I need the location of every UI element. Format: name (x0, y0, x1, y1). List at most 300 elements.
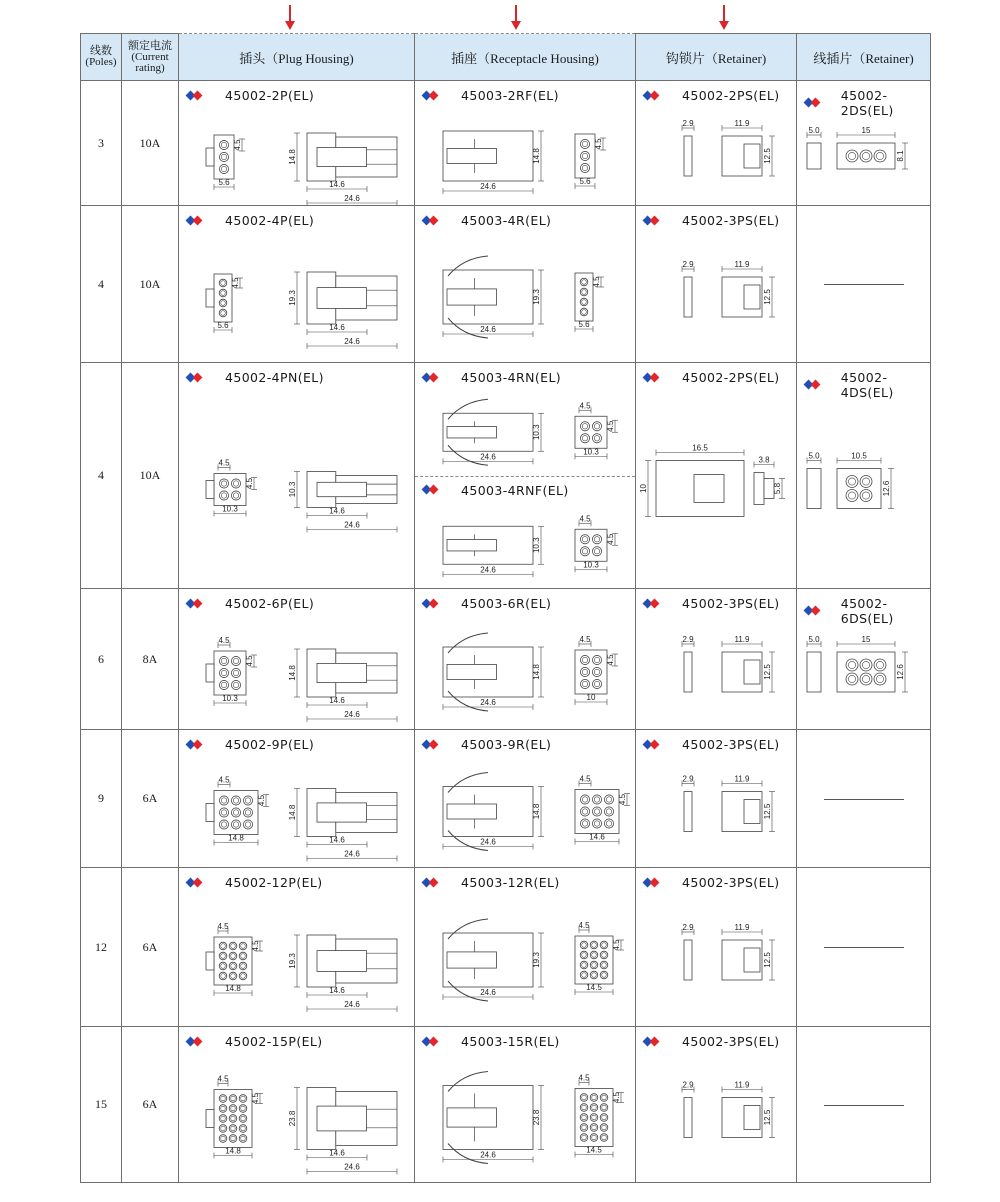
pin-hole (846, 476, 858, 488)
receptacle-slot (447, 149, 497, 164)
connector-catalog-table (80, 33, 931, 1183)
pin-hole (874, 673, 886, 685)
dimension-label: 4.5 (579, 401, 591, 411)
pin-hole (604, 819, 613, 828)
pin-hole (239, 952, 247, 960)
rating-cell: 6A (122, 730, 179, 868)
dimension-label: 14.6 (329, 696, 345, 705)
receptacle-cell (415, 1027, 636, 1183)
part-number-text: 45002-4PN(EL) (225, 370, 324, 385)
side-view-slot (317, 147, 367, 166)
pin-hole (229, 942, 237, 950)
dimension-label: 10.5 (851, 451, 867, 461)
pin-hole (219, 289, 227, 297)
drawing-svg (179, 81, 415, 205)
cell-content (797, 589, 930, 729)
dimension-label: 4.5 (257, 794, 266, 807)
pin-hole (580, 941, 588, 949)
pin-hole (580, 819, 589, 828)
dimension-label: 4.5 (612, 939, 621, 951)
part-number-text: 45002-15P(EL) (225, 1034, 323, 1049)
dimension-label: 5.6 (218, 178, 230, 187)
pin-hole (592, 679, 601, 688)
pin-hole (600, 1124, 608, 1132)
retainer-tab (744, 660, 760, 684)
poles-cell: 6 (81, 589, 122, 730)
side-view-slot (317, 482, 367, 496)
cell-content (797, 206, 930, 362)
dimension-label: 24.6 (480, 452, 496, 462)
retainer-side (684, 792, 692, 832)
dimension-label: 23.8 (532, 1109, 541, 1126)
dimension-label: 14.6 (329, 180, 345, 189)
dimension-label: 10.3 (583, 447, 599, 457)
header-retainer-line: 线插片（Retainer) (797, 34, 931, 81)
pin-hole (590, 941, 598, 949)
pin-hole (219, 972, 227, 980)
line-retainer-side (807, 143, 821, 169)
poles-cell: 4 (81, 363, 122, 589)
side-view-slot (317, 288, 367, 309)
dimension-label: 11.9 (734, 260, 750, 269)
dimension-label: 15 (861, 126, 871, 135)
pin-hole (219, 962, 227, 970)
pin-hole (580, 961, 588, 969)
dimension-label: 4.5 (233, 139, 242, 151)
pin-hole (592, 534, 601, 543)
dimension-label: 12.5 (763, 148, 772, 164)
pin-hole (860, 673, 872, 685)
drawing-svg (636, 81, 797, 205)
dimension-label: 24.6 (480, 988, 496, 997)
drawing-svg (179, 1027, 415, 1182)
dimension-label: 11.9 (734, 119, 750, 128)
dimension-label: 5.6 (217, 321, 229, 330)
dimension-label: 5.0 (808, 451, 820, 461)
pin-hole (600, 941, 608, 949)
pin-hole (231, 656, 240, 665)
pin-hole (600, 1104, 608, 1112)
side-view-slot (317, 951, 367, 972)
drawing-svg (797, 363, 931, 588)
pin-hole (239, 1105, 247, 1113)
pin-hole (243, 808, 252, 817)
cell-content (797, 81, 930, 205)
dimension-label: 2.9 (682, 923, 694, 932)
dimension-label: 4.5 (594, 138, 603, 150)
drawing-svg (636, 589, 797, 729)
pin-hole (229, 952, 237, 960)
pin-hole (580, 1114, 588, 1122)
pin-hole (219, 299, 227, 307)
pin-hole (219, 796, 228, 805)
dimension-label: 10.3 (222, 504, 238, 514)
drawing-svg (415, 1027, 636, 1182)
part-number-text: 45002-3PS(EL) (682, 1034, 780, 1049)
receptacle-slot (447, 539, 497, 550)
dimension-label: 12.6 (896, 664, 905, 680)
part-number-text: 45003-4RN(EL) (461, 370, 562, 385)
part-number-text: 45002-4DS(EL) (840, 370, 894, 400)
retainer-side (684, 1098, 692, 1138)
cell-content (179, 206, 414, 362)
cell-content (415, 730, 635, 867)
dimension-label: 4.5 (618, 793, 627, 806)
retainer-hook-cell (636, 1027, 797, 1183)
dimension-label: 15 (861, 635, 871, 644)
dimension-label: 14.6 (589, 832, 605, 842)
part-number-text: 45002-3PS(EL) (682, 875, 780, 890)
dimension-label: 14.6 (329, 835, 345, 845)
pin-hole (219, 152, 228, 161)
part-number-text: 45003-4RNF(EL) (461, 482, 569, 498)
arrow-retainer-icon (718, 5, 730, 31)
pin-hole (229, 972, 237, 980)
part-number-text: 45002-2P(EL) (225, 88, 315, 103)
pin-hole (846, 490, 858, 502)
dimension-label: 8.1 (896, 150, 905, 162)
rating-cell: 6A (122, 1027, 179, 1183)
poles-cell: 9 (81, 730, 122, 868)
dimension-label: 10.3 (532, 536, 541, 553)
front-view-body (575, 650, 607, 694)
front-view-body (214, 651, 246, 695)
dimension-label: 24.6 (344, 194, 360, 203)
pin-hole (580, 422, 589, 431)
plug-cell (179, 81, 415, 206)
pin-hole (219, 279, 227, 287)
pin-hole (590, 1104, 598, 1112)
cell-content (797, 730, 930, 867)
cell-content (179, 589, 414, 729)
line-retainer-side (807, 469, 821, 509)
drawing-svg (636, 363, 797, 588)
latch (206, 1110, 214, 1128)
dimension-label: 23.8 (288, 1110, 297, 1127)
cell-content (179, 363, 414, 588)
poles-cell: 4 (81, 206, 122, 363)
retainer-side (684, 277, 692, 317)
part-number-text: 45003-12R(EL) (461, 875, 560, 890)
receptacle-slot (447, 665, 497, 680)
dimension-label: 11.9 (734, 774, 750, 784)
drawing-svg (636, 868, 797, 1026)
pin-hole (580, 667, 589, 676)
arrow-receptacle-icon (510, 5, 522, 31)
pin-hole (580, 1124, 588, 1132)
dimension-label: 5.6 (579, 177, 591, 186)
header-retainer-hook: 钩锁片（Retainer) (636, 34, 797, 81)
pin-hole (600, 1134, 608, 1142)
dimension-label: 14.6 (329, 506, 345, 516)
pin-hole (590, 1114, 598, 1122)
dimension-label: 4.5 (579, 635, 591, 644)
front-view-body (575, 416, 607, 448)
dimension-label: 12.5 (763, 803, 772, 820)
dimension-label: 4.5 (579, 774, 591, 784)
dimension-label: 4.5 (218, 775, 230, 785)
pin-hole (846, 150, 858, 162)
front-view-body (575, 529, 607, 561)
pin-hole (592, 667, 601, 676)
latch (206, 804, 214, 822)
cell-content (636, 868, 796, 1026)
pin-hole (600, 1094, 608, 1102)
dimension-label: 10.3 (288, 481, 297, 498)
side-view-slot (317, 663, 367, 682)
dimension-label: 19.3 (532, 289, 541, 305)
pin-hole (580, 288, 588, 296)
pin-hole (239, 962, 247, 970)
part-number-text: 45002-9P(EL) (225, 737, 315, 752)
poles-cell: 3 (81, 81, 122, 206)
part-number-text: 45002-2PS(EL) (682, 88, 780, 103)
plug-cell (179, 589, 415, 730)
retainer-hook-cell (636, 206, 797, 363)
dimension-label: 2.9 (682, 1080, 694, 1090)
pin-hole (590, 961, 598, 969)
dimension-label: 19.3 (288, 953, 297, 969)
receptacle-cell (415, 363, 636, 589)
dimension-label: 19.3 (532, 952, 541, 968)
dimension-label: 14.8 (288, 665, 297, 681)
dimension-label: 10 (586, 693, 596, 702)
plug-cell (179, 206, 415, 363)
dimension-label: 12.5 (763, 952, 772, 968)
rating-cell: 10A (122, 206, 179, 363)
drawing-svg (797, 589, 931, 729)
dimension-label: 4.5 (217, 922, 229, 931)
receptacle-slot (447, 427, 497, 438)
dimension-label: 4.5 (606, 654, 615, 666)
retainer-line-cell (797, 206, 931, 363)
pin-hole (219, 140, 228, 149)
pin-hole (600, 1114, 608, 1122)
drawing-svg (179, 589, 415, 729)
retainer-side (684, 652, 692, 692)
rating-cell: 8A (122, 589, 179, 730)
part-number-text: 45002-12P(EL) (225, 875, 323, 890)
front-view-body (214, 474, 246, 506)
part-number-text: 45002-4P(EL) (225, 213, 315, 228)
receptacle-slot (447, 1108, 497, 1127)
retainer-tab (744, 948, 760, 972)
pin-hole (600, 951, 608, 959)
dimension-label: 14.5 (586, 983, 602, 992)
pin-hole (239, 1125, 247, 1133)
latch (206, 289, 214, 307)
header-row (81, 34, 931, 81)
pin-hole (239, 1115, 247, 1123)
dimension-label: 2.9 (682, 119, 694, 128)
pin-hole (846, 673, 858, 685)
part-number-text: 45002-6P(EL) (225, 596, 315, 611)
dimension-label: 4.5 (217, 1074, 229, 1084)
drawing-svg (636, 1027, 797, 1182)
drawing-svg (415, 363, 636, 476)
pin-hole (219, 820, 228, 829)
cell-content (415, 868, 635, 1026)
dimension-label: 14.8 (532, 803, 541, 820)
pin-hole (219, 1115, 227, 1123)
latch (206, 952, 214, 970)
latch (206, 481, 214, 499)
header-receptacle: 插座（Receptacle Housing) (415, 34, 636, 81)
dimension-label: 14.8 (288, 149, 297, 165)
part-number-text: 45002-3PS(EL) (682, 213, 780, 228)
pin-hole (219, 808, 228, 817)
pin-hole (229, 962, 237, 970)
pin-hole (580, 308, 588, 316)
dimension-label: 14.5 (586, 1145, 602, 1155)
retainer-tab (744, 1106, 760, 1130)
pin-hole (219, 680, 228, 689)
drawing-svg (415, 476, 636, 589)
pin-hole (590, 951, 598, 959)
cell-content (415, 1027, 635, 1182)
dimension-label: 14.8 (288, 804, 297, 821)
side-view-slot (317, 1106, 367, 1131)
pin-hole (592, 807, 601, 816)
dimension-label: 11.9 (734, 1080, 750, 1090)
dimension-label: 14.8 (532, 148, 541, 164)
pin-hole (229, 1115, 237, 1123)
dimension-label: 4.5 (251, 1092, 260, 1105)
drawing-svg (179, 363, 415, 588)
plug-cell (179, 868, 415, 1027)
dimension-label: 14.6 (329, 986, 345, 995)
cell-content (415, 589, 635, 729)
pin-hole (239, 1095, 247, 1103)
pin-hole (592, 655, 601, 664)
not-available-dash (824, 799, 904, 800)
drawing-svg (415, 868, 636, 1026)
connector-row (81, 1027, 931, 1183)
retainer-side (684, 136, 692, 176)
dimension-label: 4.5 (251, 940, 260, 952)
dimension-label: 12.6 (882, 480, 891, 497)
retainer-tab (744, 800, 760, 824)
dimension-label: 4.5 (579, 513, 591, 523)
pin-hole (600, 961, 608, 969)
dimension-label: 14.6 (329, 323, 345, 332)
pin-hole (219, 952, 227, 960)
dimension-label: 4.5 (578, 1073, 590, 1083)
dimension-label: 2.9 (682, 260, 694, 269)
cell-content (636, 206, 796, 362)
retainer-hook-cell (636, 363, 797, 589)
pin-hole (239, 972, 247, 980)
pin-hole (580, 679, 589, 688)
header-poles: 线数 (Poles) (81, 34, 122, 81)
part-number-text: 45002-2DS(EL) (840, 88, 894, 118)
dimension-label: 3.8 (758, 455, 770, 465)
pin-hole (219, 668, 228, 677)
pin-hole (243, 796, 252, 805)
dimension-label: 24.6 (344, 1000, 360, 1009)
pin-hole (219, 942, 227, 950)
part-number-text: 45002-2PS(EL) (682, 370, 780, 385)
pin-hole (229, 1105, 237, 1113)
dimension-label: 14.8 (228, 833, 244, 843)
dimension-label: 4.5 (592, 276, 601, 288)
pin-hole (592, 434, 601, 443)
part-number-text: 45003-9R(EL) (461, 737, 552, 752)
dimension-label: 24.6 (344, 1162, 360, 1172)
retainer-hook-cell (636, 81, 797, 206)
pin-hole (580, 298, 588, 306)
pin-hole (592, 795, 601, 804)
dimension-label: 4.5 (245, 477, 254, 490)
drawing-svg (415, 206, 636, 362)
retainer-line-cell (797, 730, 931, 868)
part-number-text: 45002-3PS(EL) (682, 737, 780, 752)
part-number-text: 45003-4R(EL) (461, 213, 552, 228)
dimension-label: 4.5 (612, 1091, 621, 1104)
dimension-label: 24.6 (480, 698, 496, 707)
dimension-label: 10.3 (222, 694, 238, 703)
dimension-label: 4.5 (231, 277, 240, 289)
cell-content (797, 868, 930, 1026)
connector-row (81, 363, 931, 589)
cell-content (636, 363, 796, 588)
not-available-dash (824, 284, 904, 285)
retainer-side (684, 940, 692, 980)
dimension-label: 4.5 (218, 458, 230, 468)
pin-hole (580, 434, 589, 443)
pin-hole (592, 546, 601, 555)
pin-hole (592, 422, 601, 431)
cell-content (636, 730, 796, 867)
drawing-svg (636, 730, 797, 867)
receptacle-cell (415, 206, 636, 363)
pin-hole (604, 795, 613, 804)
dimension-label: 5.8 (773, 482, 782, 495)
retainer-hook-cell (636, 868, 797, 1027)
line-retainer-side (807, 652, 821, 692)
cell-content (797, 363, 930, 588)
header-plug: 插头（Plug Housing) (179, 34, 415, 81)
retainer-line-cell (797, 363, 931, 589)
dimension-label: 24.6 (344, 849, 360, 859)
pin-hole (219, 164, 228, 173)
cell-content (415, 206, 635, 362)
receptacle-slot (447, 952, 497, 968)
cell-content (179, 868, 414, 1026)
drawing-svg (415, 730, 636, 867)
pin-hole (229, 1125, 237, 1133)
pin-hole (231, 808, 240, 817)
dimension-label: 5.0 (808, 635, 820, 644)
dimension-label: 11.9 (734, 635, 750, 644)
pin-hole (580, 139, 589, 148)
cell-content (636, 589, 796, 729)
pin-hole (604, 807, 613, 816)
poles-cell: 15 (81, 1027, 122, 1183)
dimension-label: 24.6 (480, 325, 496, 334)
cell-content (179, 81, 414, 205)
pin-hole (219, 309, 227, 317)
pin-hole (590, 1094, 598, 1102)
dimension-label: 10.3 (583, 559, 599, 569)
pin-hole (219, 1135, 227, 1143)
pin-hole (874, 150, 886, 162)
dimension-label: 14.8 (225, 984, 241, 993)
retainer-tab (744, 285, 760, 309)
receptacle-cell (415, 868, 636, 1027)
retainer-clip (754, 473, 764, 505)
rating-cell: 10A (122, 363, 179, 589)
